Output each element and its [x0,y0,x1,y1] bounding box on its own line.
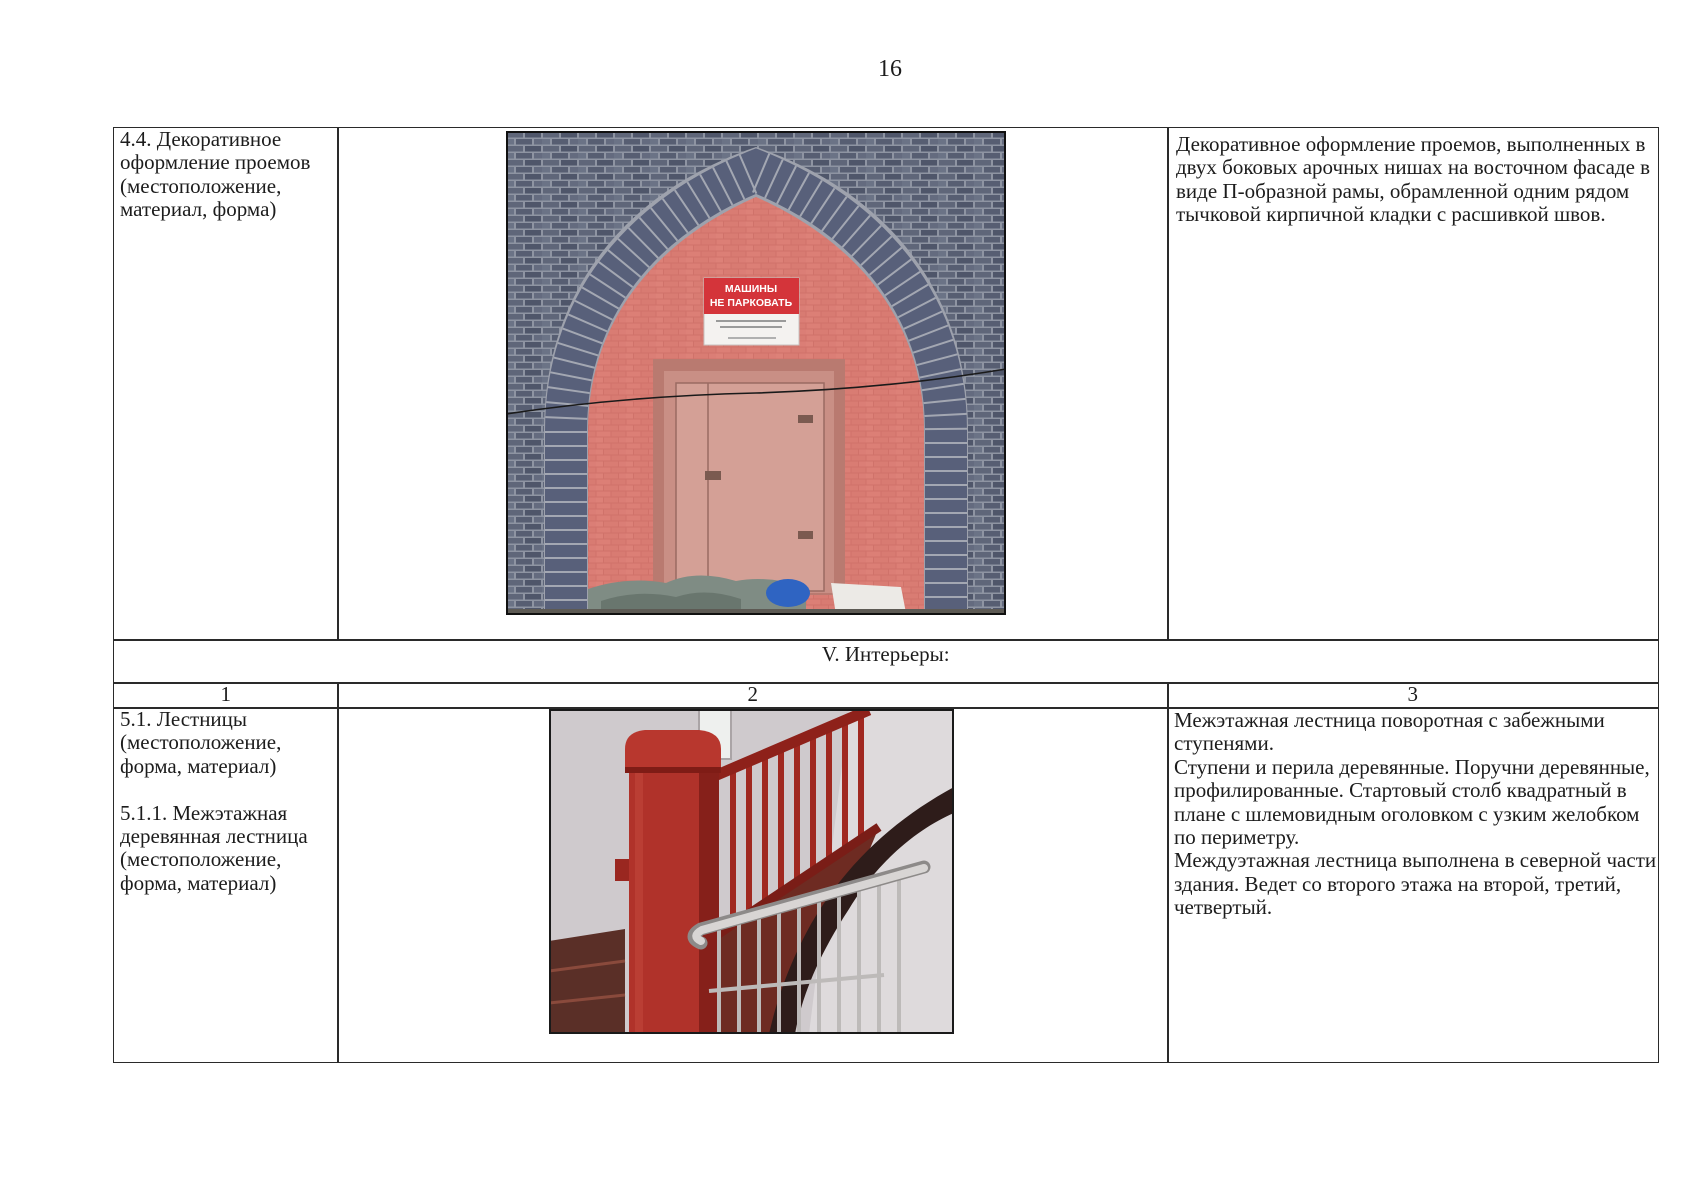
column-header-3 [1167,682,1659,709]
section-5-1-description-line: Межэтажная лестница поворотная с забежными [1174,708,1605,732]
section-5-1-heading-line: 5.1. Лестницы [120,707,248,731]
section-4-4-description-cell [1167,127,1659,641]
column-header-label: 3 [1407,682,1418,706]
section-5-1-description-line: плане с шлемовидным оголовком с узким желобком [1174,801,1640,826]
section-5-1-heading-line: (местоположение, [120,730,282,755]
section-5-1-description-line: ступенями. [1174,731,1274,756]
section-5-1-title-cell [113,707,339,1063]
column-header-2 [337,682,1169,709]
section-5-1-1-heading-line: (местоположение, [120,847,282,872]
blank-line [120,778,338,801]
section-4-4-title-line: 4.4. Декоративное [120,127,282,151]
staircase-photo [549,709,954,1034]
section-4-4-title-line: оформление проемов [120,150,311,175]
section-5-1-description-line: четвертый. [1174,895,1273,920]
sign-text-line: НЕ ПАРКОВАТЬ [709,297,793,309]
section-4-4-description-line: двух боковых арочных нишах на восточном фасаде в [1176,155,1651,180]
section-5-1-description-line: по периметру. [1174,824,1300,849]
section-4-4-description-line: виде П-образной рамы, обрамленной одним рядом [1176,178,1630,203]
section-4-4-description-line: тычковой кирпичной кладки с расшивкой швов. [1176,202,1606,227]
arched-niche-photo [506,131,1006,615]
lower-steps [549,929,625,1034]
newel-post [615,730,721,1034]
section-v-heading-cell [113,639,1659,684]
section-5-1-description-line: профилированные. Стартовый столб квадратный в [1174,778,1627,803]
section-4-4-title-cell [113,127,339,641]
section-5-1-description-line: Междуэтажная лестница выполнена в северной части [1174,848,1657,873]
column-header-label: 1 [220,682,231,706]
section-5-1-description-cell [1167,707,1659,1063]
column-header-1 [113,682,339,709]
section-5-1-description-line: Ступени и перила деревянные. Поручни деревянные, [1174,754,1650,779]
section-5-1-heading-line: форма, материал) [120,753,277,778]
section-5-1-1-heading-line: форма, материал) [120,870,277,895]
section-4-4-title-line: материал, форма) [120,197,277,222]
section-5-1-1-heading-line: деревянная лестница [120,823,308,848]
section-5-1-description-line: здания. Ведет со второго этажа на второй, третий, [1174,871,1622,896]
section-4-4-title-line: (местоположение, [120,173,282,198]
no-parking-sign [704,278,799,345]
sign-text-line: МАШИНЫ [724,283,778,295]
section-v-heading: V. Интерьеры: [821,642,950,666]
section-4-4-description-line: Декоративное оформление проемов, выполненных в [1176,132,1646,156]
door [653,359,845,595]
section-5-1-1-heading-line: 5.1.1. Межэтажная [120,800,288,825]
column-header-label: 2 [747,682,758,706]
page-number: 16 [878,56,902,82]
